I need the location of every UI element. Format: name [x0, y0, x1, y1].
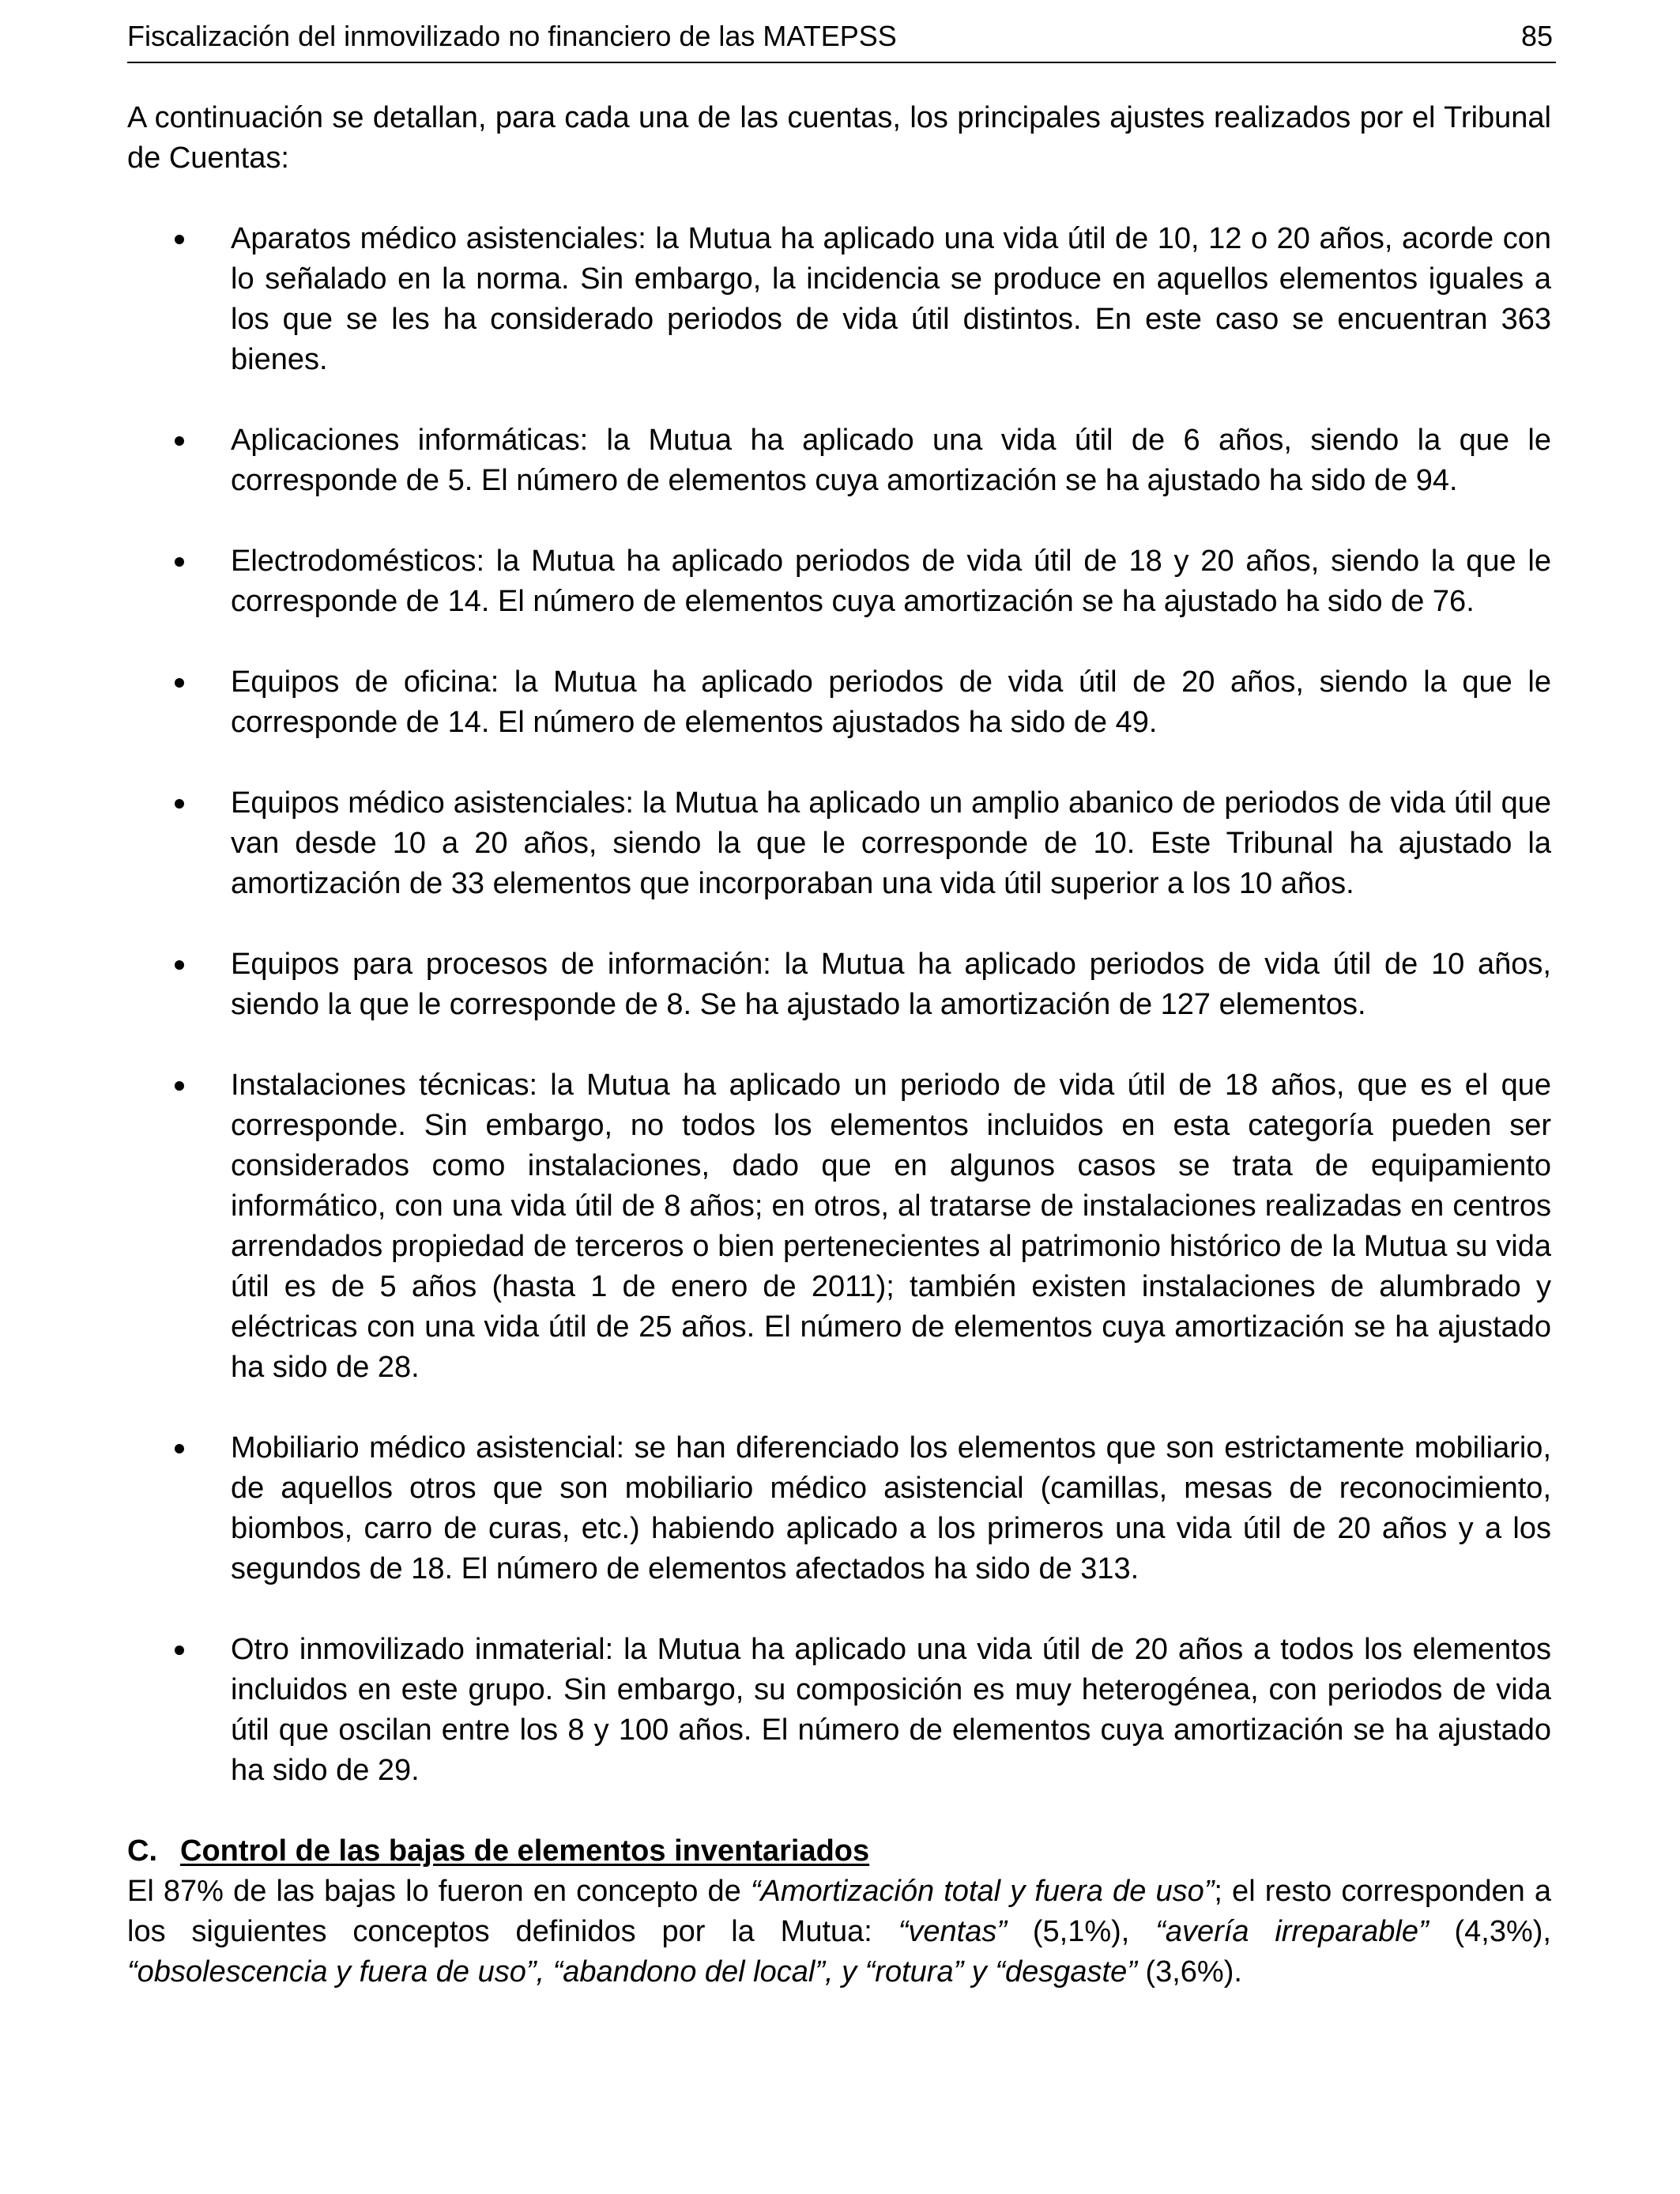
closing-quote: “ventas” — [898, 1915, 1007, 1948]
list-item — [127, 783, 1551, 904]
list-item — [127, 944, 1551, 1025]
bullet-icon — [175, 960, 184, 970]
bullet-icon — [175, 799, 184, 809]
closing-quote: “avería irreparable” — [1155, 1915, 1429, 1948]
list-item-text: Mobiliario médico asistencial: se han diferenciado los elementos que son estrictamente mobiliario, de aquellos otros que son mobiliario médico asistencial (camillas, mesas de reconocimiento, biombos, carro de curas, etc.) habiendo aplicado a los primeros una vida útil de 20 años y a los segundos de 18. El número de elementos afectados ha sido de 313. — [231, 1431, 1551, 1585]
bullet-icon — [175, 235, 184, 244]
list-item — [127, 1065, 1551, 1388]
running-title: Fiscalización del inmovilizado no financiero de las MATEPSS — [127, 20, 897, 52]
list-item — [127, 1428, 1551, 1589]
list-item-text: Instalaciones técnicas: la Mutua ha aplicado un periodo de vida útil de 18 años, que es el que corresponde. Sin embargo, no todos los elementos incluidos en esta categoría pueden ser considerados como instalaciones, dado que en algunos casos se trata de equipamiento informático, con una vida útil de 8 años; en otros, al tratarse de instalaciones realizadas en centros arrendados propiedad de terceros o bien pertenecientes al patrimonio histórico de la Mutua su vida útil es de 5 años (hasta 1 de enero de 2011); también existen instalaciones de alumbrado y eléctricas con una vida útil de 25 años. El número de elementos cuya amortización se ha ajustado ha sido de 28. — [231, 1069, 1551, 1384]
list-item-text: Equipos para procesos de información: la Mutua ha aplicado periodos de vida útil de 10 años, siendo la que le corresponde de 8. Se ha ajustado la amortización de 127 elementos. — [231, 948, 1551, 1021]
list-item — [127, 541, 1551, 622]
list-item-text: Electrodomésticos: la Mutua ha aplicado periodos de vida útil de 18 y 20 años, siendo la que le corresponde de 14. El número de elementos cuya amortización se ha ajustado ha sido de 76. — [231, 545, 1551, 618]
list-item — [127, 420, 1551, 501]
section-heading — [127, 1831, 1551, 1872]
list-item-text: Aplicaciones informáticas: la Mutua ha aplicado una vida útil de 6 años, siendo la que le corresponde de 5. El número de elementos cuya amortización se ha ajustado ha sido de 94. — [231, 424, 1551, 497]
page-body — [127, 98, 1551, 1992]
bullet-icon — [175, 678, 184, 688]
closing-text: El 87% de las bajas lo fueron en concepto de — [127, 1875, 751, 1908]
adjustments-list — [127, 219, 1551, 1791]
closing-text: ; el resto corresponden a los siguientes conceptos definidos por la Mutua: — [127, 1875, 1551, 1948]
closing-paragraph — [127, 1872, 1551, 1992]
page-header — [127, 17, 1556, 63]
list-item-text: Equipos de oficina: la Mutua ha aplicado periodos de vida útil de 20 años, siendo la que le corresponde de 14. El número de elementos ajustados ha sido de 49. — [231, 665, 1551, 739]
closing-text: (3,6%). — [1136, 1955, 1242, 1989]
list-item-text: Otro inmovilizado inmaterial: la Mutua ha aplicado una vida útil de 20 años a todos los elementos incluidos en este grupo. Sin embargo, su composición es muy heterogénea, con periodos de vida útil que oscilan entre los 8 y 100 años. El número de elementos cuya amortización se ha ajustado ha sido de 29. — [231, 1633, 1551, 1787]
closing-text: (5,1%), — [1007, 1915, 1156, 1948]
page-number: 85 — [1520, 20, 1553, 52]
closing-text: (4,3%), — [1428, 1915, 1551, 1948]
list-item-text: Equipos médico asistenciales: la Mutua ha aplicado un amplio abanico de periodos de vida útil que van desde 10 a 20 años, siendo la que le corresponde de 10. Este Tribunal ha ajustado la amortización de 33 elementos que incorporaban una vida útil superior a los 10 años. — [231, 786, 1551, 900]
section-letter: C. — [127, 1834, 157, 1868]
bullet-icon — [175, 1646, 184, 1655]
list-item — [127, 1630, 1551, 1791]
bullet-icon — [175, 1444, 184, 1453]
intro-paragraph: A continuación se detallan, para cada una de las cuentas, los principales ajustes realizados por el Tribunal de Cuentas: — [127, 101, 1551, 175]
list-item — [127, 662, 1551, 743]
list-item — [127, 219, 1551, 380]
closing-quote: “Amortización total y fuera de uso” — [750, 1875, 1215, 1908]
bullet-icon — [175, 1081, 184, 1091]
bullet-icon — [175, 436, 184, 446]
bullet-icon — [175, 557, 184, 567]
section-title: Control de las bajas de elementos inventariados — [180, 1834, 870, 1868]
closing-quote: “obsolescencia y fuera de uso”, “abandono del local”, y “rotura” y “desgaste” — [127, 1955, 1137, 1989]
list-item-text: Aparatos médico asistenciales: la Mutua ha aplicado una vida útil de 10, 12 o 20 años, acorde con lo señalado en la norma. Sin embargo, la incidencia se produce en aquellos elementos iguales a los que se les ha considerado periodos de vida útil distintos. En este caso se encuentran 363 bienes. — [231, 222, 1551, 376]
